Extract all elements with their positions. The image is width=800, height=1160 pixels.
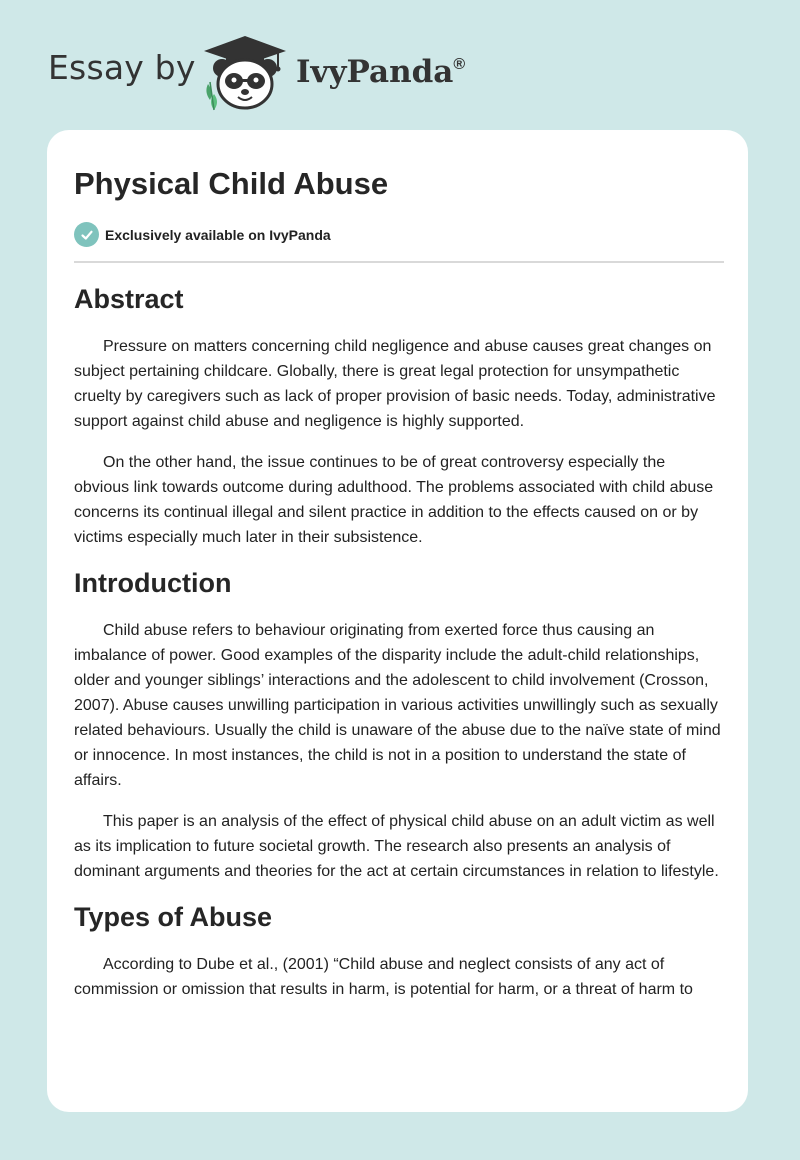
paragraph: According to Dube et al., (2001) “Child abuse and neglect consists of any act of commission or omission that results in harm, is potential for harm, or a threat of harm to xyxy=(74,956,693,998)
panda-logo-icon xyxy=(200,34,290,112)
section-heading: Types of Abuse xyxy=(74,902,273,932)
article-body xyxy=(74,282,724,1018)
site-header xyxy=(48,30,508,110)
section-heading: Introduction xyxy=(74,568,232,598)
exclusive-badge xyxy=(74,222,331,247)
paragraph: Pressure on matters concerning child negligence and abuse causes great changes on subject pertaining childcare. Globally, there is great legal protection for unsympathetic cruelty by caregivers such as lack of proper provision of basic needs. Today, administrative support against child abuse and negligence is highly supported. xyxy=(74,338,716,430)
section-types-of-abuse xyxy=(74,900,724,1002)
brand-name[interactable]: IvyPanda® xyxy=(296,54,466,90)
page-title: Physical Child Abuse xyxy=(74,166,389,201)
essay-by-label: Essay by xyxy=(48,48,196,87)
section-abstract xyxy=(74,282,724,550)
paragraph: This paper is an analysis of the effect of physical child abuse on an adult victim as well as its implication to future societal growth. The research also presents an analysis of dominant arguments and theories for the act at certain circumstances in relation to lifestyle. xyxy=(74,813,719,880)
check-icon xyxy=(74,222,99,247)
section-introduction xyxy=(74,566,724,884)
divider xyxy=(74,261,724,263)
section-heading: Abstract xyxy=(74,284,184,314)
paragraph: Child abuse refers to behaviour originating from exerted force thus causing an imbalance of power. Good examples of the disparity include the adult-child relationships, older and younger siblings’ interactions and the adolescent to child involvement (Crosson, 2007). Abuse causes unwilling participation in various activities unwillingly such as sexually related behaviours. Usually the child is unaware of the abuse due to the naïve state of mind or innocence. In most instances, the child is not in a position to understand the state of affairs. xyxy=(74,622,721,789)
badge-text: Exclusively available on IvyPanda xyxy=(105,226,331,243)
essay-card xyxy=(47,130,748,1112)
paragraph: On the other hand, the issue continues to be of great controversy especially the obvious link towards outcome during adulthood. The problems associated with child abuse concerns its continual illegal and silent practice in addition to the effects caused on or by victims especially much later in their subsistence. xyxy=(74,454,714,546)
